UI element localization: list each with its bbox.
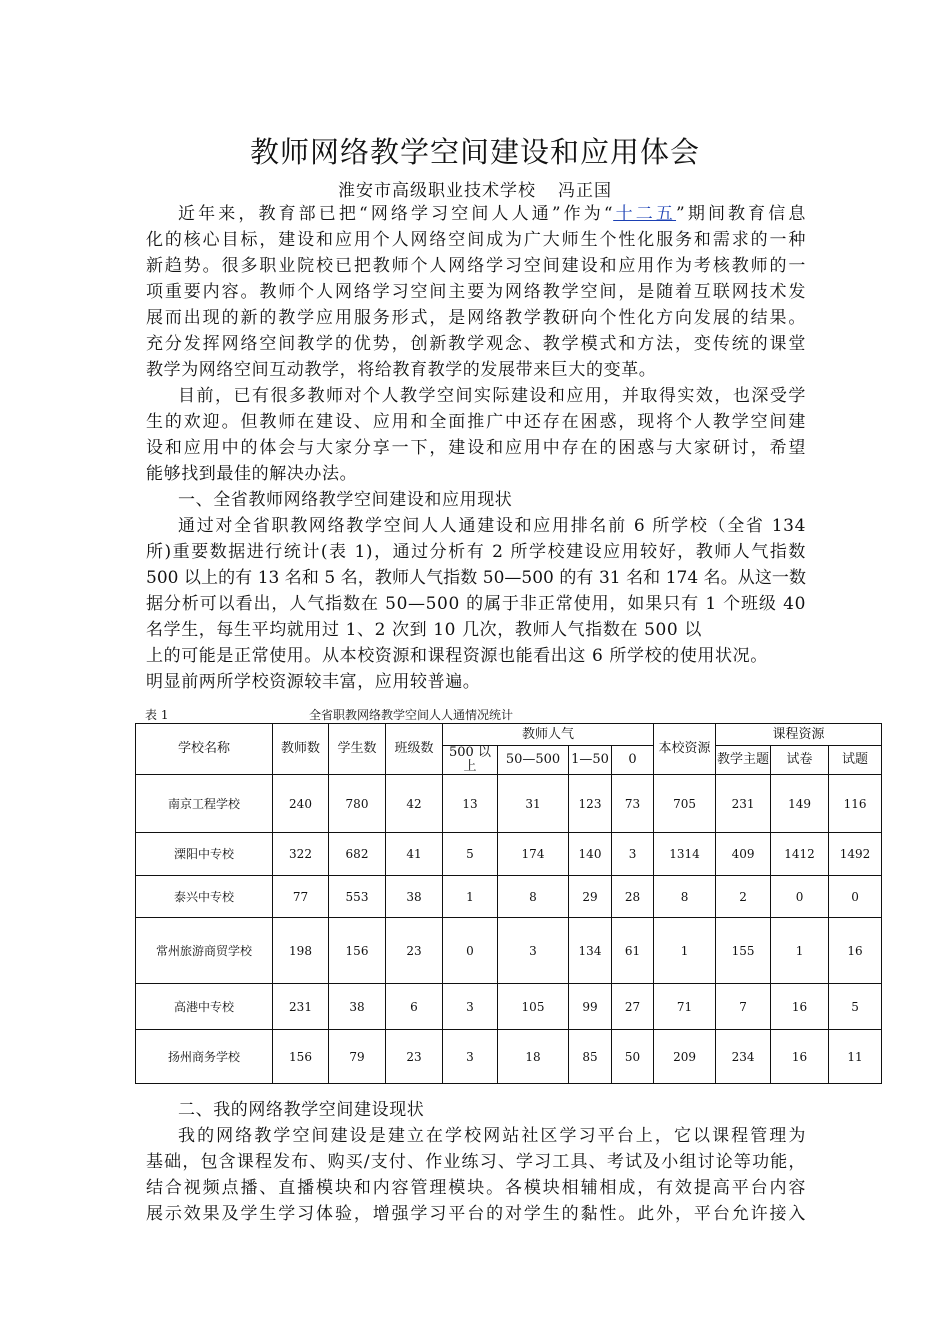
- table-row: [136, 876, 882, 918]
- cell-school: 扬州商务学校: [136, 1030, 273, 1084]
- cell-students: 780: [329, 775, 386, 833]
- cell-classes: 41: [386, 833, 443, 876]
- cell-local-res: 209: [654, 1030, 716, 1084]
- cell-questions: 5: [829, 984, 882, 1030]
- header-pop-50-500: 50—500: [498, 746, 569, 775]
- cell-pop-0: 3: [612, 833, 654, 876]
- para1-line1-tail: ”期间教育信息: [676, 204, 807, 224]
- cell-questions: 0: [829, 876, 882, 918]
- section-heading-2: 二、我的网络教学空间建设现状: [178, 1100, 425, 1120]
- para3-line2: 所)重要数据进行统计(表 1)，通过分析有 2 所学校建设应用较好，教师人气指数: [146, 542, 806, 562]
- header-teachers: 教师数: [273, 724, 329, 775]
- para3-line1: 通过对全省职教网络教学空间人人通建设和应用排名前 6 所学校（全省 134: [178, 516, 806, 536]
- cell-local-res: 1314: [654, 833, 716, 876]
- cell-topics: 7: [716, 984, 771, 1030]
- para2-line4: 能够找到最佳的解决办法。: [146, 464, 358, 484]
- cell-teachers: 156: [273, 1030, 329, 1084]
- cell-students: 553: [329, 876, 386, 918]
- author-name: 冯正国: [558, 181, 612, 201]
- para4-line3: 结合视频点播、直播模块和内容管理模块。各模块相辅相成，有效提高平台内容: [146, 1178, 806, 1198]
- para3-line7: 明显前两所学校资源较丰富，应用较普遍。: [146, 672, 481, 692]
- cell-papers: 1412: [771, 833, 829, 876]
- cell-pop-500: 3: [443, 984, 498, 1030]
- cell-students: 156: [329, 918, 386, 984]
- cell-questions: 11: [829, 1030, 882, 1084]
- header-course-res: 课程资源: [716, 724, 882, 746]
- para1-line2: 化的核心目标，建设和应用个人网络空间成为广大师生个性化服务和需求的一种: [146, 230, 806, 250]
- header-students: 学生数: [329, 724, 386, 775]
- cell-pop-1-50: 29: [569, 876, 612, 918]
- cell-teachers: 231: [273, 984, 329, 1030]
- cell-papers: 16: [771, 984, 829, 1030]
- cell-local-res: 1: [654, 918, 716, 984]
- cell-topics: 155: [716, 918, 771, 984]
- header-school: 学校名称: [136, 724, 273, 775]
- cell-local-res: 8: [654, 876, 716, 918]
- cell-classes: 6: [386, 984, 443, 1030]
- para3-line5: 名学生，每生平均就用过 1、2 次到 10 几次，教师人气指数在 500 以: [146, 620, 702, 640]
- cell-students: 79: [329, 1030, 386, 1084]
- cell-pop-0: 73: [612, 775, 654, 833]
- para4-line4: 展示效果及学生学习体验，增强学习平台的对学生的黏性。此外，平台允许接入: [146, 1204, 806, 1224]
- cell-pop-0: 28: [612, 876, 654, 918]
- cell-classes: 38: [386, 876, 443, 918]
- cell-pop-0: 50: [612, 1030, 654, 1084]
- cell-teachers: 240: [273, 775, 329, 833]
- cell-pop-0: 27: [612, 984, 654, 1030]
- cell-questions: 116: [829, 775, 882, 833]
- cell-papers: 149: [771, 775, 829, 833]
- table-caption: 全省职教网络教学空间人人通情况统计: [309, 708, 514, 722]
- cell-pop-1-50: 140: [569, 833, 612, 876]
- cell-topics: 231: [716, 775, 771, 833]
- para1-line1: [178, 201, 806, 227]
- cell-questions: 1492: [829, 833, 882, 876]
- header-local-res: 本校资源: [654, 724, 716, 775]
- cell-topics: 234: [716, 1030, 771, 1084]
- table-row: [136, 1030, 882, 1084]
- cell-students: 682: [329, 833, 386, 876]
- cell-pop-0: 61: [612, 918, 654, 984]
- para3-line6: 上的可能是正常使用。从本校资源和课程资源也能看出这 6 所学校的使用状况。: [146, 646, 768, 666]
- cell-students: 38: [329, 984, 386, 1030]
- cell-pop-50-500: 31: [498, 775, 569, 833]
- para2-line2: 生的欢迎。但教师在建设、应用和全面推广中还存在困惑，现将个人教学空间建: [146, 412, 806, 432]
- table-label: 表 1: [145, 708, 169, 722]
- cell-school: 高港中专校: [136, 984, 273, 1030]
- para4-line2: 基础，包含课程发布、购买/支付、作业练习、学习工具、考试及小组讨论等功能，: [146, 1152, 806, 1172]
- cell-local-res: 705: [654, 775, 716, 833]
- cell-pop-50-500: 174: [498, 833, 569, 876]
- cell-pop-50-500: 3: [498, 918, 569, 984]
- cell-pop-50-500: 18: [498, 1030, 569, 1084]
- header-pop-1-50: 1—50: [569, 746, 612, 775]
- link-twelfth-five-year[interactable]: 十二五: [613, 204, 677, 224]
- para2-line3: 设和应用中的体会与大家分享一下，建设和应用中存在的困惑与大家研讨，希望: [146, 438, 806, 458]
- cell-classes: 23: [386, 918, 443, 984]
- cell-pop-500: 0: [443, 918, 498, 984]
- header-pop-500: 500 以上: [443, 746, 498, 775]
- cell-pop-500: 5: [443, 833, 498, 876]
- cell-topics: 2: [716, 876, 771, 918]
- para1-line1-text: 近年来，教育部已把“网络学习空间人人通”作为“: [178, 204, 614, 224]
- table-row: [136, 984, 882, 1030]
- header-pop-0: 0: [612, 746, 654, 775]
- para1-line5: 展而出现的新的教学应用服务形式，是网络教学教研向个性化方向发展的结果。: [146, 308, 806, 328]
- cell-school: 溧阳中专校: [136, 833, 273, 876]
- cell-pop-50-500: 105: [498, 984, 569, 1030]
- cell-papers: 0: [771, 876, 829, 918]
- cell-school: 南京工程学校: [136, 775, 273, 833]
- cell-school: 常州旅游商贸学校: [136, 918, 273, 984]
- para3-line4: 据分析可以看出，人气指数在 50—500 的属于非正常使用，如果只有 1 个班级 40: [146, 594, 806, 614]
- author-line: [0, 176, 950, 201]
- page-title: 教师网络教学空间建设和应用体会: [249, 135, 700, 169]
- cell-papers: 1: [771, 918, 829, 984]
- cell-school: 泰兴中专校: [136, 876, 273, 918]
- para1-line4: 项重要内容。教师个人网络学习空间主要为网络教学空间，是随着互联网技术发: [146, 282, 806, 302]
- cell-pop-500: 3: [443, 1030, 498, 1084]
- para3-line3: 500 以上的有 13 名和 5 名，教师人气指数 50—500 的有 31 名和 174 名。从这一数: [146, 568, 806, 588]
- table-row: [136, 775, 882, 833]
- cell-classes: 42: [386, 775, 443, 833]
- header-topics: 教学主题: [716, 746, 771, 775]
- cell-pop-500: 1: [443, 876, 498, 918]
- cell-pop-500: 13: [443, 775, 498, 833]
- stats-table: [135, 723, 882, 1084]
- cell-papers: 16: [771, 1030, 829, 1084]
- table-row: [136, 833, 882, 876]
- author-school: 淮安市高级职业技术学校: [338, 181, 536, 201]
- para1-line3: 新趋势。很多职业院校已把教师个人网络学习空间建设和应用作为考核教师的一: [146, 256, 806, 276]
- para1-line6: 充分发挥网络空间教学的优势，创新教学观念、教学模式和方法，变传统的课堂: [146, 334, 806, 354]
- header-papers: 试卷: [771, 746, 829, 775]
- cell-pop-1-50: 85: [569, 1030, 612, 1084]
- para2-line1: 目前，已有很多教师对个人教学空间实际建设和应用，并取得实效，也深受学: [178, 386, 806, 406]
- cell-pop-1-50: 99: [569, 984, 612, 1030]
- cell-topics: 409: [716, 833, 771, 876]
- cell-pop-1-50: 123: [569, 775, 612, 833]
- cell-classes: 23: [386, 1030, 443, 1084]
- cell-teachers: 322: [273, 833, 329, 876]
- table-row: [136, 918, 882, 984]
- cell-teachers: 198: [273, 918, 329, 984]
- header-classes: 班级数: [386, 724, 443, 775]
- para4-line1: 我的网络教学空间建设是建立在学校网站社区学习平台上，它以课程管理为: [178, 1126, 806, 1146]
- cell-pop-1-50: 134: [569, 918, 612, 984]
- cell-pop-50-500: 8: [498, 876, 569, 918]
- header-popularity: 教师人气: [443, 724, 654, 746]
- cell-local-res: 71: [654, 984, 716, 1030]
- para1-line7: 教学为网络空间互动教学，将给教育教学的发展带来巨大的变革。: [146, 360, 657, 380]
- cell-questions: 16: [829, 918, 882, 984]
- cell-teachers: 77: [273, 876, 329, 918]
- header-questions: 试题: [829, 746, 882, 775]
- section-heading-1: 一、全省教师网络教学空间建设和应用现状: [178, 490, 513, 510]
